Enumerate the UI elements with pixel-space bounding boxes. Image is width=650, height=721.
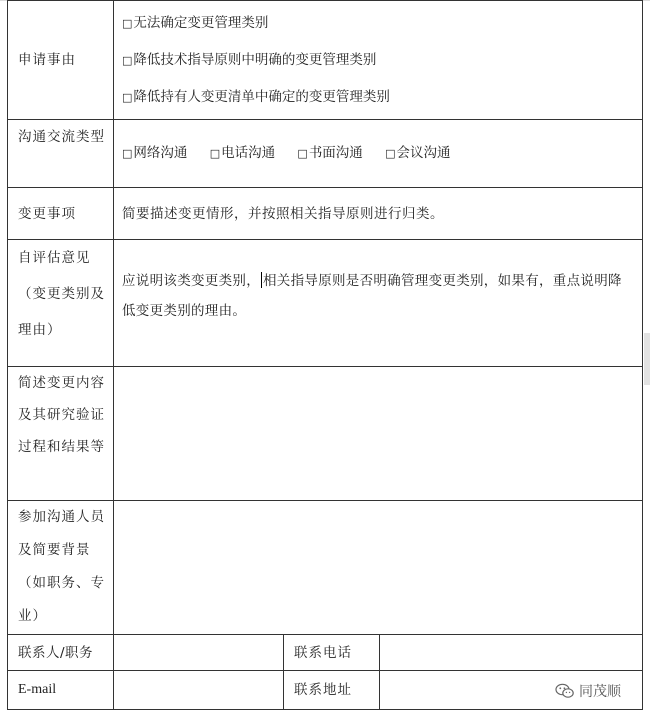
comm-option-online[interactable]: □网络沟通 xyxy=(122,145,188,161)
reason-options xyxy=(114,1,643,120)
label-reason: 申请事由 xyxy=(8,1,114,120)
self-assessment-text[interactable]: 应说明该类变更类别， 相关指导原则是否明确管理变更类别，如果有，重点说明降低变更类别的理由。 xyxy=(114,240,643,367)
comm-option-phone[interactable]: □电话沟通 xyxy=(209,145,276,161)
watermark-text: 同茂顺 xyxy=(579,684,621,700)
label-summary: 简述变更内容及其研究验证过程和结果等 xyxy=(8,367,114,501)
label-change-item: 变更事项 xyxy=(8,188,114,240)
comm-option-written[interactable]: □书面沟通 xyxy=(297,145,363,161)
watermark xyxy=(555,681,621,701)
change-application-form xyxy=(7,0,643,710)
communication-options xyxy=(114,120,643,188)
checkbox-icon[interactable]: □ xyxy=(122,147,133,160)
email-input[interactable] xyxy=(114,671,284,710)
scrollbar-stub[interactable] xyxy=(644,333,650,385)
row-email xyxy=(8,671,643,710)
checkbox-icon[interactable]: □ xyxy=(122,54,133,67)
row-self-assessment xyxy=(8,240,643,367)
text-cursor xyxy=(261,272,262,288)
checkbox-icon[interactable]: □ xyxy=(122,17,133,30)
row-summary xyxy=(8,367,643,501)
reason-option-1[interactable]: □无法确定变更管理类别 xyxy=(122,15,269,31)
row-contact-person xyxy=(8,635,643,671)
row-change-item xyxy=(8,188,643,240)
label-self-assessment: 自评估意见（变更类别及理由） xyxy=(8,240,114,367)
checkbox-icon[interactable]: □ xyxy=(209,147,221,160)
checkbox-icon[interactable]: □ xyxy=(385,147,396,160)
contact-phone-input[interactable] xyxy=(380,635,643,671)
participants-input[interactable] xyxy=(114,501,643,635)
label-contact-address: 联系地址 xyxy=(284,671,380,710)
reason-option-3[interactable]: □降低持有人变更清单中确定的变更管理类别 xyxy=(122,89,390,105)
checkbox-icon[interactable]: □ xyxy=(297,147,308,160)
wechat-icon xyxy=(555,683,575,699)
contact-person-input[interactable] xyxy=(114,635,284,671)
summary-input[interactable] xyxy=(114,367,643,501)
row-reason xyxy=(8,1,643,120)
comm-option-meeting[interactable]: □会议沟通 xyxy=(385,145,451,161)
label-participants: 参加沟通人员及简要背景（如职务、专业） xyxy=(8,501,114,635)
label-email: E-mail xyxy=(8,671,114,710)
label-contact-phone: 联系电话 xyxy=(284,635,380,671)
row-participants xyxy=(8,501,643,635)
change-item-text[interactable]: 简要描述变更情形，并按照相关指导原则进行归类。 xyxy=(114,188,643,240)
label-contact-person: 联系人/职务 xyxy=(8,635,114,671)
row-communication-type xyxy=(8,120,643,188)
label-communication-type: 沟通交流类型 xyxy=(8,120,114,188)
reason-option-2[interactable]: □降低技术指导原则中明确的变更管理类别 xyxy=(122,52,377,68)
checkbox-icon[interactable]: □ xyxy=(122,91,133,104)
